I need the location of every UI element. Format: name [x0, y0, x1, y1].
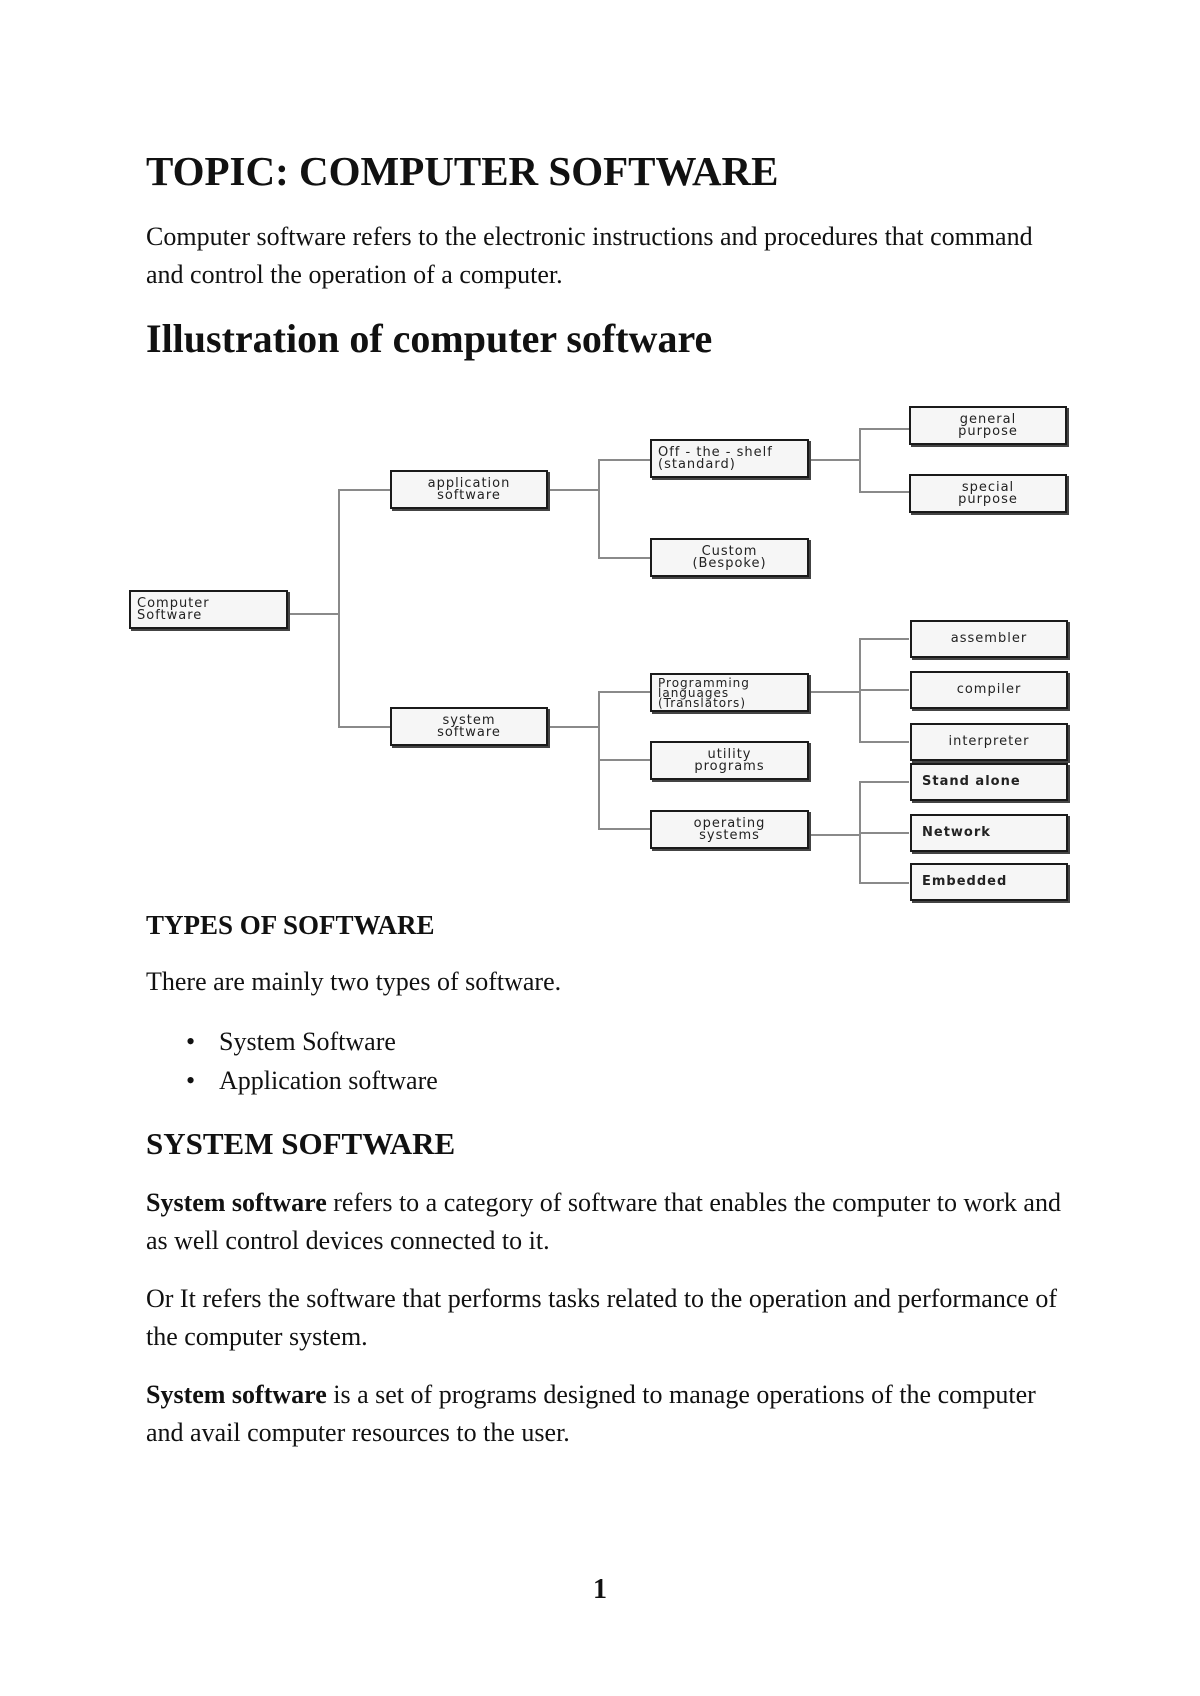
node-label: Embedded — [922, 874, 1008, 889]
node-label: assembler — [950, 631, 1028, 646]
connector-line — [598, 459, 600, 559]
node-general-purpose — [909, 406, 1067, 445]
node-embedded — [910, 863, 1068, 901]
connector-line — [598, 691, 650, 693]
node-system-software — [390, 707, 548, 746]
node-label: special — [961, 479, 1015, 495]
list-item-text: Application software — [219, 1066, 438, 1095]
connector-line — [598, 459, 650, 461]
node-label: system — [442, 712, 496, 728]
list-item — [176, 1061, 438, 1100]
system-definition-1 — [146, 1184, 1076, 1260]
node-operating-systems — [650, 810, 809, 849]
system-definition-2: Or It refers the software that performs tasks related to the operation and performance of the computer system. — [146, 1284, 1058, 1351]
connector-line — [859, 491, 909, 493]
connector-line — [859, 689, 909, 691]
bold-term: System software — [146, 1380, 327, 1409]
node-label: (Bespoke) — [692, 555, 767, 571]
page-number: 1 — [593, 1574, 607, 1605]
connector-line — [859, 428, 909, 430]
node-label: programs — [694, 758, 765, 774]
list-item-text: System Software — [219, 1027, 396, 1056]
connector-line — [338, 726, 390, 728]
node-label: application — [427, 475, 511, 491]
node-assembler — [910, 620, 1068, 658]
connector-line — [598, 557, 650, 559]
connector-line — [809, 834, 859, 836]
connector-line — [859, 781, 909, 783]
types-list — [176, 1022, 438, 1100]
node-off-the-shelf — [650, 439, 809, 478]
connector-line — [859, 882, 909, 884]
node-label: Software — [137, 607, 203, 623]
node-compiler — [910, 671, 1068, 709]
document-title: TOPIC: COMPUTER SOFTWARE — [146, 148, 779, 194]
node-label: software — [437, 724, 501, 740]
node-custom — [650, 538, 809, 577]
connector-line — [859, 638, 861, 742]
node-computer-software — [129, 590, 288, 629]
types-intro: There are mainly two types of software. — [146, 967, 562, 996]
connector-line — [809, 459, 859, 461]
node-label: purpose — [958, 491, 1018, 507]
connector-line — [859, 832, 909, 834]
connector-line — [859, 638, 909, 640]
node-label: interpreter — [948, 734, 1030, 749]
node-label: utility — [707, 746, 752, 762]
system-definition-3 — [146, 1376, 1076, 1452]
node-label: systems — [699, 827, 760, 843]
node-stand-alone — [910, 763, 1068, 801]
types-heading: TYPES OF SOFTWARE — [146, 910, 435, 940]
node-label: purpose — [958, 423, 1018, 439]
connector-line — [598, 691, 600, 829]
definition-text: is a set of programs designed to manage operations of the computer and avail computer resources to the user. — [146, 1380, 1036, 1447]
connector-line — [598, 828, 650, 830]
bold-term: System software — [146, 1188, 327, 1217]
node-utility-programs — [650, 741, 809, 780]
connector-line — [859, 781, 861, 883]
connector-line — [859, 741, 909, 743]
node-application-software — [390, 470, 548, 509]
node-label: Stand alone — [922, 774, 1021, 789]
node-interpreter — [910, 723, 1068, 761]
node-network — [910, 814, 1068, 852]
definition-text: refers to a category of software that enables the computer to work and as well control devices connected to it. — [146, 1188, 1061, 1255]
node-label: languages — [658, 685, 730, 700]
node-label: Custom — [701, 543, 758, 559]
node-label: Off - the - shelf — [658, 444, 773, 460]
node-programming-languages — [650, 673, 809, 712]
connector-line — [809, 691, 859, 693]
connector-line — [547, 489, 598, 491]
node-label: software — [437, 487, 501, 503]
node-label: (Translators) — [658, 695, 746, 710]
system-software-heading: SYSTEM SOFTWARE — [146, 1126, 456, 1161]
connector-line — [598, 759, 650, 761]
node-label: Programming — [658, 675, 750, 690]
intro-paragraph: Computer software refers to the electronic instructions and procedures that command and control the operation of a computer. — [146, 222, 1033, 289]
node-label: Network — [922, 825, 991, 840]
bullet: • — [186, 1027, 196, 1056]
connector-line — [287, 613, 338, 615]
connector-line — [338, 489, 340, 727]
node-label: operating — [693, 815, 766, 831]
illustration-heading: Illustration of computer software — [146, 316, 713, 361]
node-label: general — [959, 411, 1017, 427]
list-item — [176, 1022, 438, 1061]
connector-line — [338, 489, 390, 491]
node-label: Computer — [137, 595, 210, 611]
connector-line — [859, 428, 861, 492]
bullet: • — [186, 1066, 196, 1095]
connector-line — [547, 726, 598, 728]
node-label: compiler — [956, 682, 1022, 697]
node-special-purpose — [909, 474, 1067, 513]
node-label: (standard) — [658, 456, 736, 472]
